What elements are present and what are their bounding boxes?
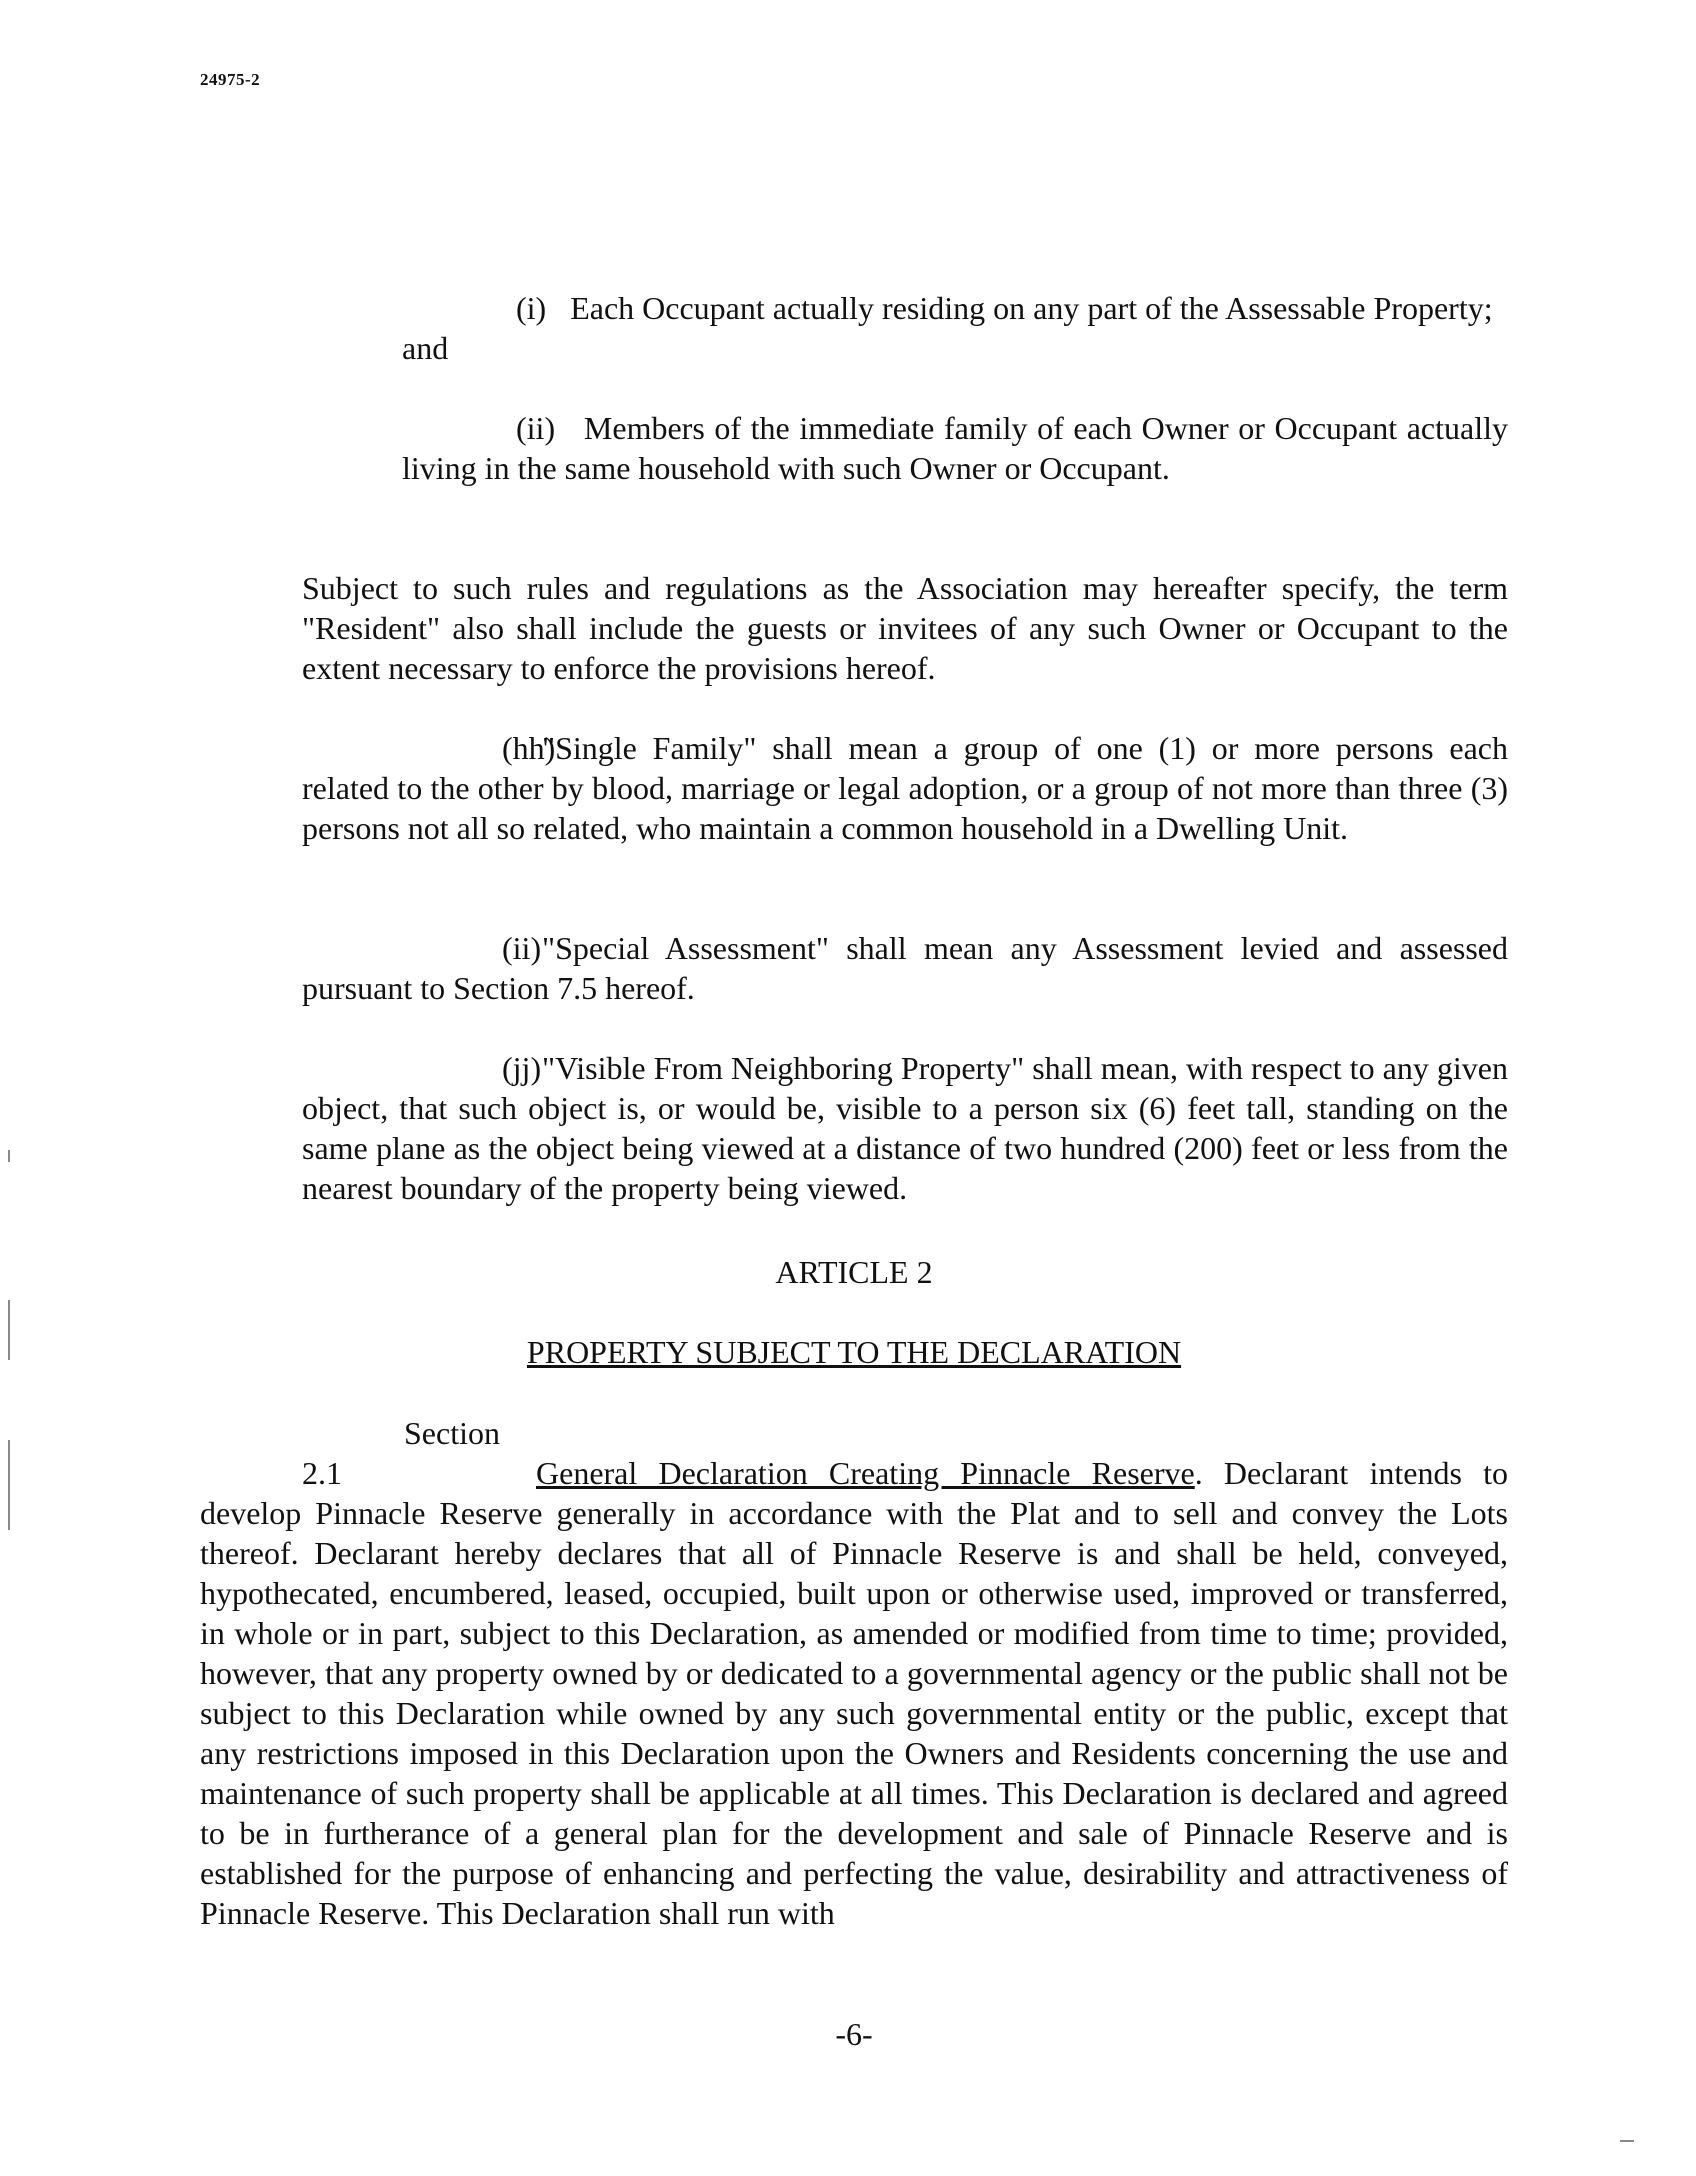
section-heading: General Declaration Creating Pinnacle Reserve (536, 1455, 1195, 1491)
resident-note: Subject to such rules and regulations as the Association may hereafter specify, the term "Resident" also shall include the guests or invitees of any such Owner or Occupant to the extent necessary to enforce the provisions hereof. (302, 570, 1508, 686)
paragraph-text: "Special Assessment" shall mean any Assessment levied and assessed pursuant to Section 7.5 hereof. (302, 930, 1508, 1006)
paragraph-text: "Visible From Neighboring Property" shall mean, with respect to any given object, that such object is, or would be, visible to a person six (6) feet tall, standing on the same plane as the object being viewed at a distance of two hundred (200) feet or less from the nearest boundary of the property being viewed. (302, 1050, 1508, 1206)
article-title: PROPERTY SUBJECT TO THE DECLARATION (526, 1334, 1182, 1370)
section-text: Declarant intends to develop Pinnacle Reserve generally in accordance with the Plat and to sell and convey the Lots thereof. Declarant hereby declares that all of Pinnacle Reserve is and shall be held, conveyed, hypothecated, encumbered, leased, occupied, built upon or otherwise used, improved or transferred, in whole or in part, subject to this Declaration, as amended or modified from time to time; provided, however, that any property owned by or dedicated to a governmental agency or the public shall not be subject to this Declaration while owned by any such governmental entity or the public, except that any restrictions imposed in this Declaration upon the Owners and Residents concerning the use and maintenance of such property shall be applicable at all times. This Declaration is declared and agreed to be in furtherance of a general plan for the development and sale of Pinnacle Reserve and is established for the purpose of enhancing and perfecting the value, desirability and attractiveness of Pinnacle Reserve. This Declaration shall run with (200, 1455, 1509, 1931)
paragraph-text: Members of the immediate family of each Owner or Occupant actually living in the same household with such Owner or Occupant. (402, 410, 1509, 486)
section-2-1 (200, 1413, 1508, 1933)
paragraph-ii-definition (302, 928, 1508, 1008)
paragraph-jj (302, 1048, 1508, 1208)
paragraph-hh (302, 728, 1508, 848)
paragraph-text: Each Occupant actually residing on any part of the Assessable Property; and (402, 290, 1493, 366)
paragraph-label: (ii) (516, 410, 556, 446)
scan-artifact (1620, 2140, 1634, 2142)
scan-artifact (8, 1300, 10, 1360)
paragraph-label: (hh) (502, 730, 556, 766)
document-id: 24975-2 (200, 70, 261, 89)
page-number: -6- (835, 2016, 873, 2052)
paragraph-label: (ii) (502, 930, 542, 966)
article-number: ARTICLE 2 (775, 1254, 933, 1290)
scan-artifact (8, 1150, 10, 1162)
scan-artifact (8, 1440, 10, 1530)
paragraph-label: (jj) (502, 1050, 542, 1086)
section-heading-period: . (1194, 1455, 1203, 1491)
section-label: Section 2.1 (302, 1415, 500, 1491)
paragraph-ii-sub (402, 408, 1508, 488)
paragraph-text: "Single Family" shall mean a group of one (1) or more persons each related to the other by blood, marriage or legal adoption, or a group of not more than three (3) persons not all so related, who maintain a common household in a Dwelling Unit. (302, 730, 1508, 846)
paragraph-i (402, 288, 1508, 368)
paragraph-label: (i) (516, 290, 547, 326)
